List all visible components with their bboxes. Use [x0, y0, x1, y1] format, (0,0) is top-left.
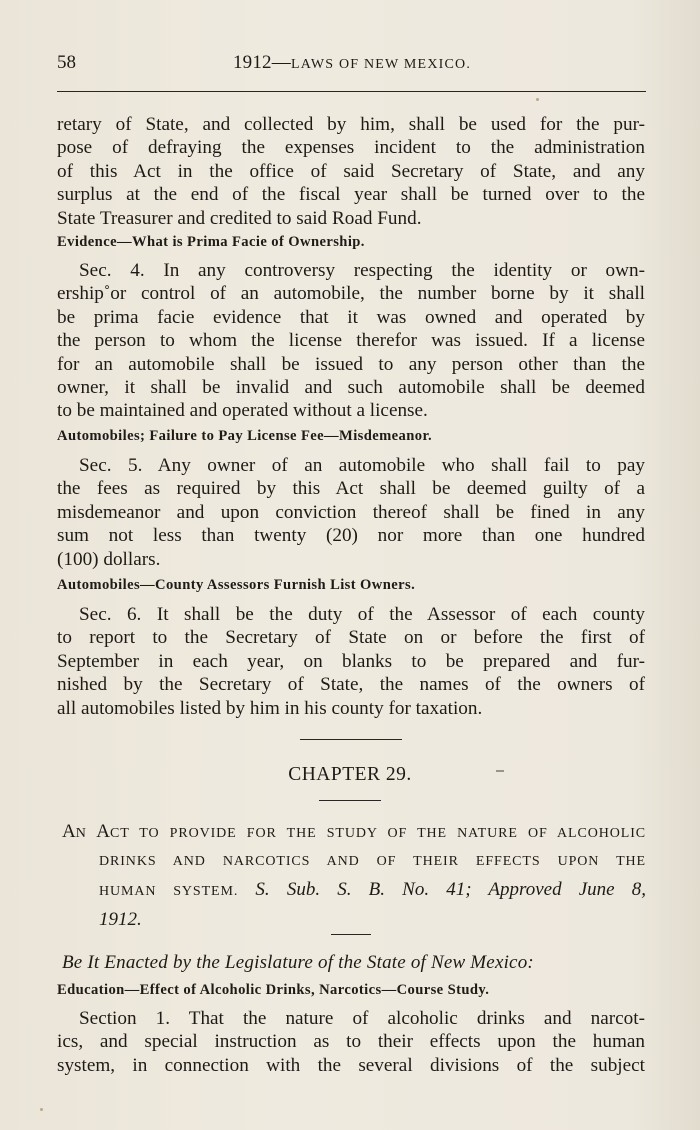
text-line: misdemeanor and upon conviction thereof shall be fined in any	[57, 501, 645, 523]
text-line: surplus at the end of the fiscal year shall be turned over to the	[57, 184, 645, 206]
enacting-clause: Be It Enacted by the Legislature of the State of New Mexico:	[62, 952, 534, 973]
act-rule	[331, 934, 371, 935]
text-line: for an automobile shall be issued to any person other than the	[57, 353, 645, 375]
page-number: 58	[57, 52, 76, 73]
act-title-line	[62, 876, 646, 906]
paper-speck	[536, 98, 539, 101]
text-line: all automobiles listed by him in his county for taxation.	[57, 697, 483, 719]
section-heading-county-assessors: Automobiles—County Assessors Furnish List Owners.	[57, 577, 416, 593]
paper-speck	[40, 1108, 43, 1111]
act-initial: N	[75, 826, 87, 841]
header-rule	[57, 91, 646, 92]
running-head-dash: —	[271, 52, 291, 73]
paragraph-sec-4	[57, 259, 645, 423]
text-line: September in each year, on blanks to be prepared and fur-	[57, 650, 645, 672]
text-line: the fees as required by this Act shall be deemed guilty of a	[57, 478, 645, 500]
text-line: ics, and special instruction as to their effects upon the human	[57, 1031, 645, 1053]
text-line: (100) dollars.	[57, 548, 161, 570]
act-approval-note: S. Sub. S. B. No. 41; Approved June 8,	[255, 879, 647, 900]
text-line: Sec. 6. It shall be the duty of the Assessor of each county	[79, 604, 645, 625]
text-line: State Treasurer and credited to said Road Fund.	[57, 207, 422, 229]
paragraph-section-1	[57, 1007, 645, 1077]
text-line: pose of defraying the expenses incident to the administration	[57, 137, 645, 159]
paper-speck	[496, 770, 504, 772]
text-line: of this Act in the office of said Secretary of State, and any	[57, 160, 645, 182]
act-title-line	[62, 906, 646, 934]
running-head	[57, 52, 647, 74]
act-initial: A	[96, 821, 110, 842]
running-head-year: 1912	[232, 52, 272, 73]
section-heading-evidence: Evidence—What is Prima Facie of Ownership.	[57, 234, 365, 250]
section-heading-education: Education—Effect of Alcoholic Drinks, Narcotics—Course Study.	[57, 982, 490, 998]
text-line: the person to whom the license therefor was issued. If a license	[57, 330, 645, 352]
paragraph-sec-6	[57, 603, 645, 720]
act-title	[62, 818, 646, 934]
text-line: be prima facie evidence that it was owned and operated by	[57, 306, 645, 328]
paragraph-continuation	[57, 113, 645, 230]
text-line: Section 1. That the nature of alcoholic drinks and narcot-	[79, 1008, 645, 1029]
text-line: Sec. 4. In any controversy respecting the identity or own-	[79, 260, 645, 281]
running-head-title: LAWS OF NEW MEXICO.	[290, 57, 472, 72]
text-line: to report to the Secretary of State on or before the first of	[57, 627, 645, 649]
act-initial: A	[62, 821, 76, 842]
chapter-rule	[319, 800, 381, 801]
section-heading-failure-to-pay: Automobiles; Failure to Pay License Fee—Misdemeanor.	[57, 428, 433, 444]
text-line: system, in connection with the several divisions of the subject	[57, 1054, 645, 1076]
text-line: owner, it shall be invalid and such automobile shall be deemed	[57, 377, 645, 399]
paragraph-sec-5	[57, 454, 645, 571]
chapter-title: CHAPTER 29.	[288, 764, 412, 785]
text-line: nished by the Secretary of State, the names of the owners of	[57, 674, 645, 696]
act-title-line: DRINKS AND NARCOTICS AND OF THEIR EFFECTS UPON THE	[99, 854, 646, 869]
text-line: to be maintained and operated without a license.	[57, 400, 428, 422]
text-line: retary of State, and collected by him, shall be used for the pur-	[57, 114, 645, 135]
page-header	[57, 52, 647, 80]
text-line: sum not less than twenty (20) nor more than one hundred	[57, 525, 645, 547]
text-line: ership˚or control of an automobile, the number borne by it shall	[57, 283, 645, 305]
act-title-text: CT TO PROVIDE FOR THE STUDY OF THE NATURE OF ALCOHOLIC	[109, 826, 647, 841]
act-title-text: HUMAN SYSTEM.	[99, 884, 239, 899]
section-divider-rule	[300, 739, 402, 740]
text-line: Sec. 5. Any owner of an automobile who shall fail to pay	[79, 455, 645, 476]
act-title-line	[62, 818, 646, 848]
act-approval-year: 1912.	[99, 909, 142, 930]
